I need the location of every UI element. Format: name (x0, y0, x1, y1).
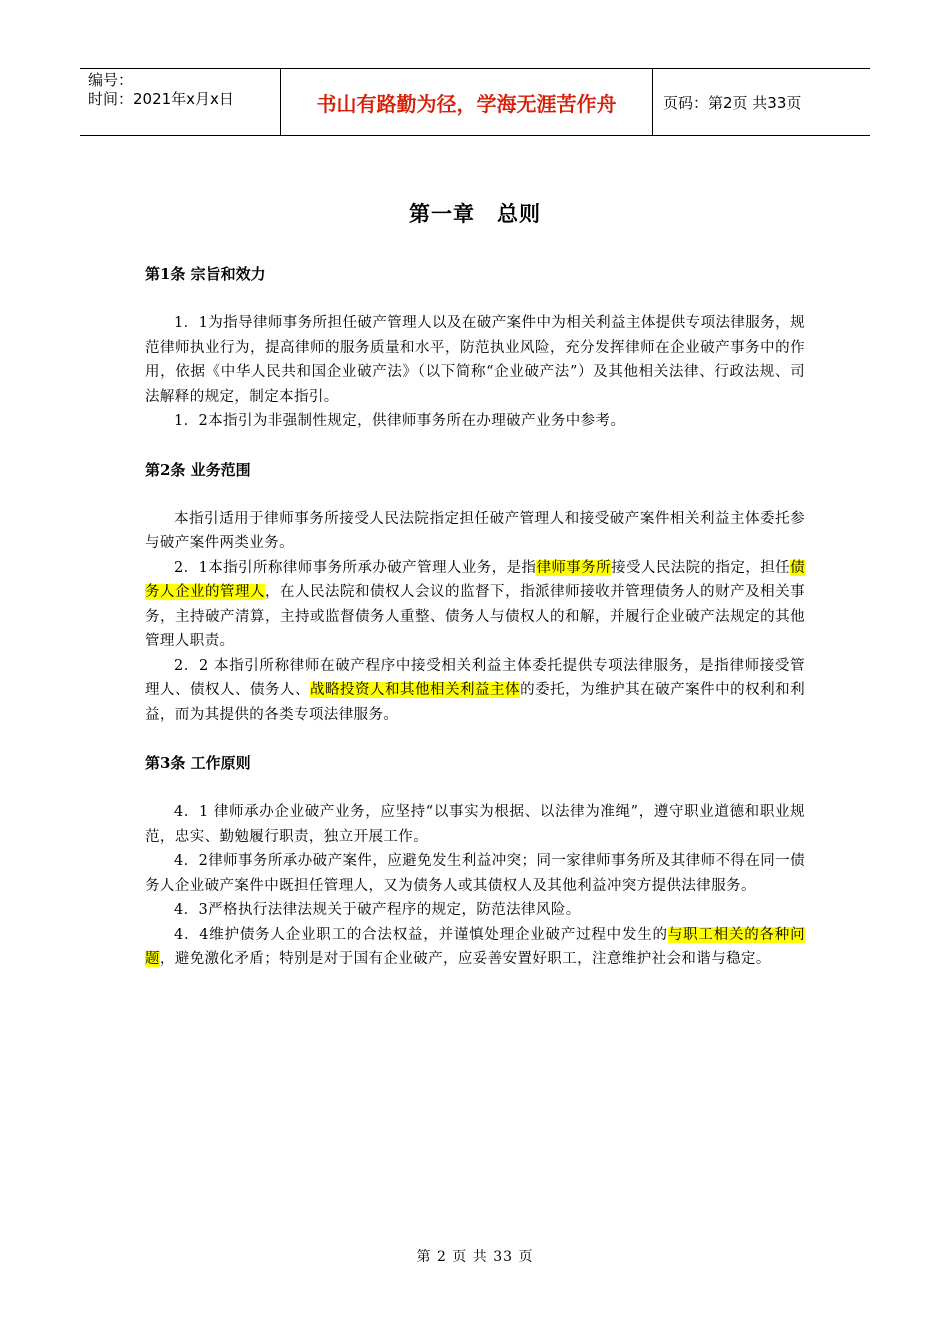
highlight: 律师事务所 (536, 559, 612, 576)
paragraph: 本指引适用于律师事务所接受人民法院指定担任破产管理人和接受破产案件相关利益主体委托参与破产案件两类业务。 (145, 510, 805, 551)
header-motto: 书山有路勤为径，学海无涯苦作舟 (281, 69, 653, 135)
paragraph: 4．4维护债务人企业职工的合法权益，并谨慎处理企业破产过程中发生的与职工相关的各种问题，避免激化矛盾；特别是对于国有企业破产，应妥善安置好职工，注意维护社会和谐与稳定。 (145, 926, 805, 967)
paragraph: 2．1本指引所称律师事务所承办破产管理人业务，是指律师事务所接受人民法院的指定，担任债务人企业的管理人，在人民法院和债权人会议的监督下，指派律师接收并管理债务人的财产及相关事务，主持破产清算，主持或监督债务人重整、债务人与债权人的和解，并履行企业破产法规定的其他管理人职责。 (145, 559, 806, 649)
article-heading: 第3条 工作原则 (145, 754, 251, 772)
highlight: 债务人企业的管理人 (145, 559, 806, 600)
doc-time-label: 时间：2021年x月x日 (88, 90, 234, 108)
header-page-code: 页码：第2页 共33页 (663, 93, 802, 112)
highlight: 战略投资人和其他相关利益主体 (310, 682, 521, 698)
document-body (145, 262, 805, 972)
paragraph: 4．1 律师承办企业破产业务，应坚持“以事实为根据、以法律为准绳”，遵守职业道德和职业规范，忠实、勤勉履行职责，独立开展工作。 (145, 804, 805, 845)
doc-number-label: 编号： (88, 71, 134, 89)
paragraph: 1．2本指引为非强制性规定，供律师事务所在办理破产业务中参考。 (174, 413, 626, 429)
highlight: 与职工相关的各种问题 (145, 926, 805, 967)
paragraph: 4．3严格执行法律法规关于破产程序的规定，防范法律风险。 (174, 902, 581, 918)
paragraph: 1．1为指导律师事务所担任破产管理人以及在破产案件中为相关利益主体提供专项法律服务，规范律师执业行为，提高律师的服务质量和水平，防范执业风险，充分发挥律师在企业破产事务中的作用，依据《中华人民共和国企业破产法》（以下简称“企业破产法”）及其他相关法律、行政法规、司法解释的规定，制定本指引。 (145, 315, 805, 405)
paragraph: 4．2律师事务所承办破产案件，应避免发生利益冲突；同一家律师事务所及其律师不得在同一债务人企业破产案件中既担任管理人，又为债务人或其债权人及其他利益冲突方提供法律服务。 (145, 853, 805, 894)
paragraph: 2．2 本指引所称律师在破产程序中接受相关利益主体委托提供专项法律服务，是指律师接受管理人、债权人、债务人、战略投资人和其他相关利益主体的委托，为维护其在破产案件中的权利和利益，而为其提供的各类专项法律服务。 (145, 657, 805, 723)
header-meta (80, 69, 281, 135)
page-footer: 第 2 页 共 33 页 (416, 1249, 534, 1265)
page-header (80, 68, 870, 136)
article-heading: 第2条 业务范围 (145, 460, 251, 479)
chapter-title: 第一章 总则 (409, 202, 541, 226)
article-heading: 第1条 宗旨和效力 (145, 265, 266, 283)
